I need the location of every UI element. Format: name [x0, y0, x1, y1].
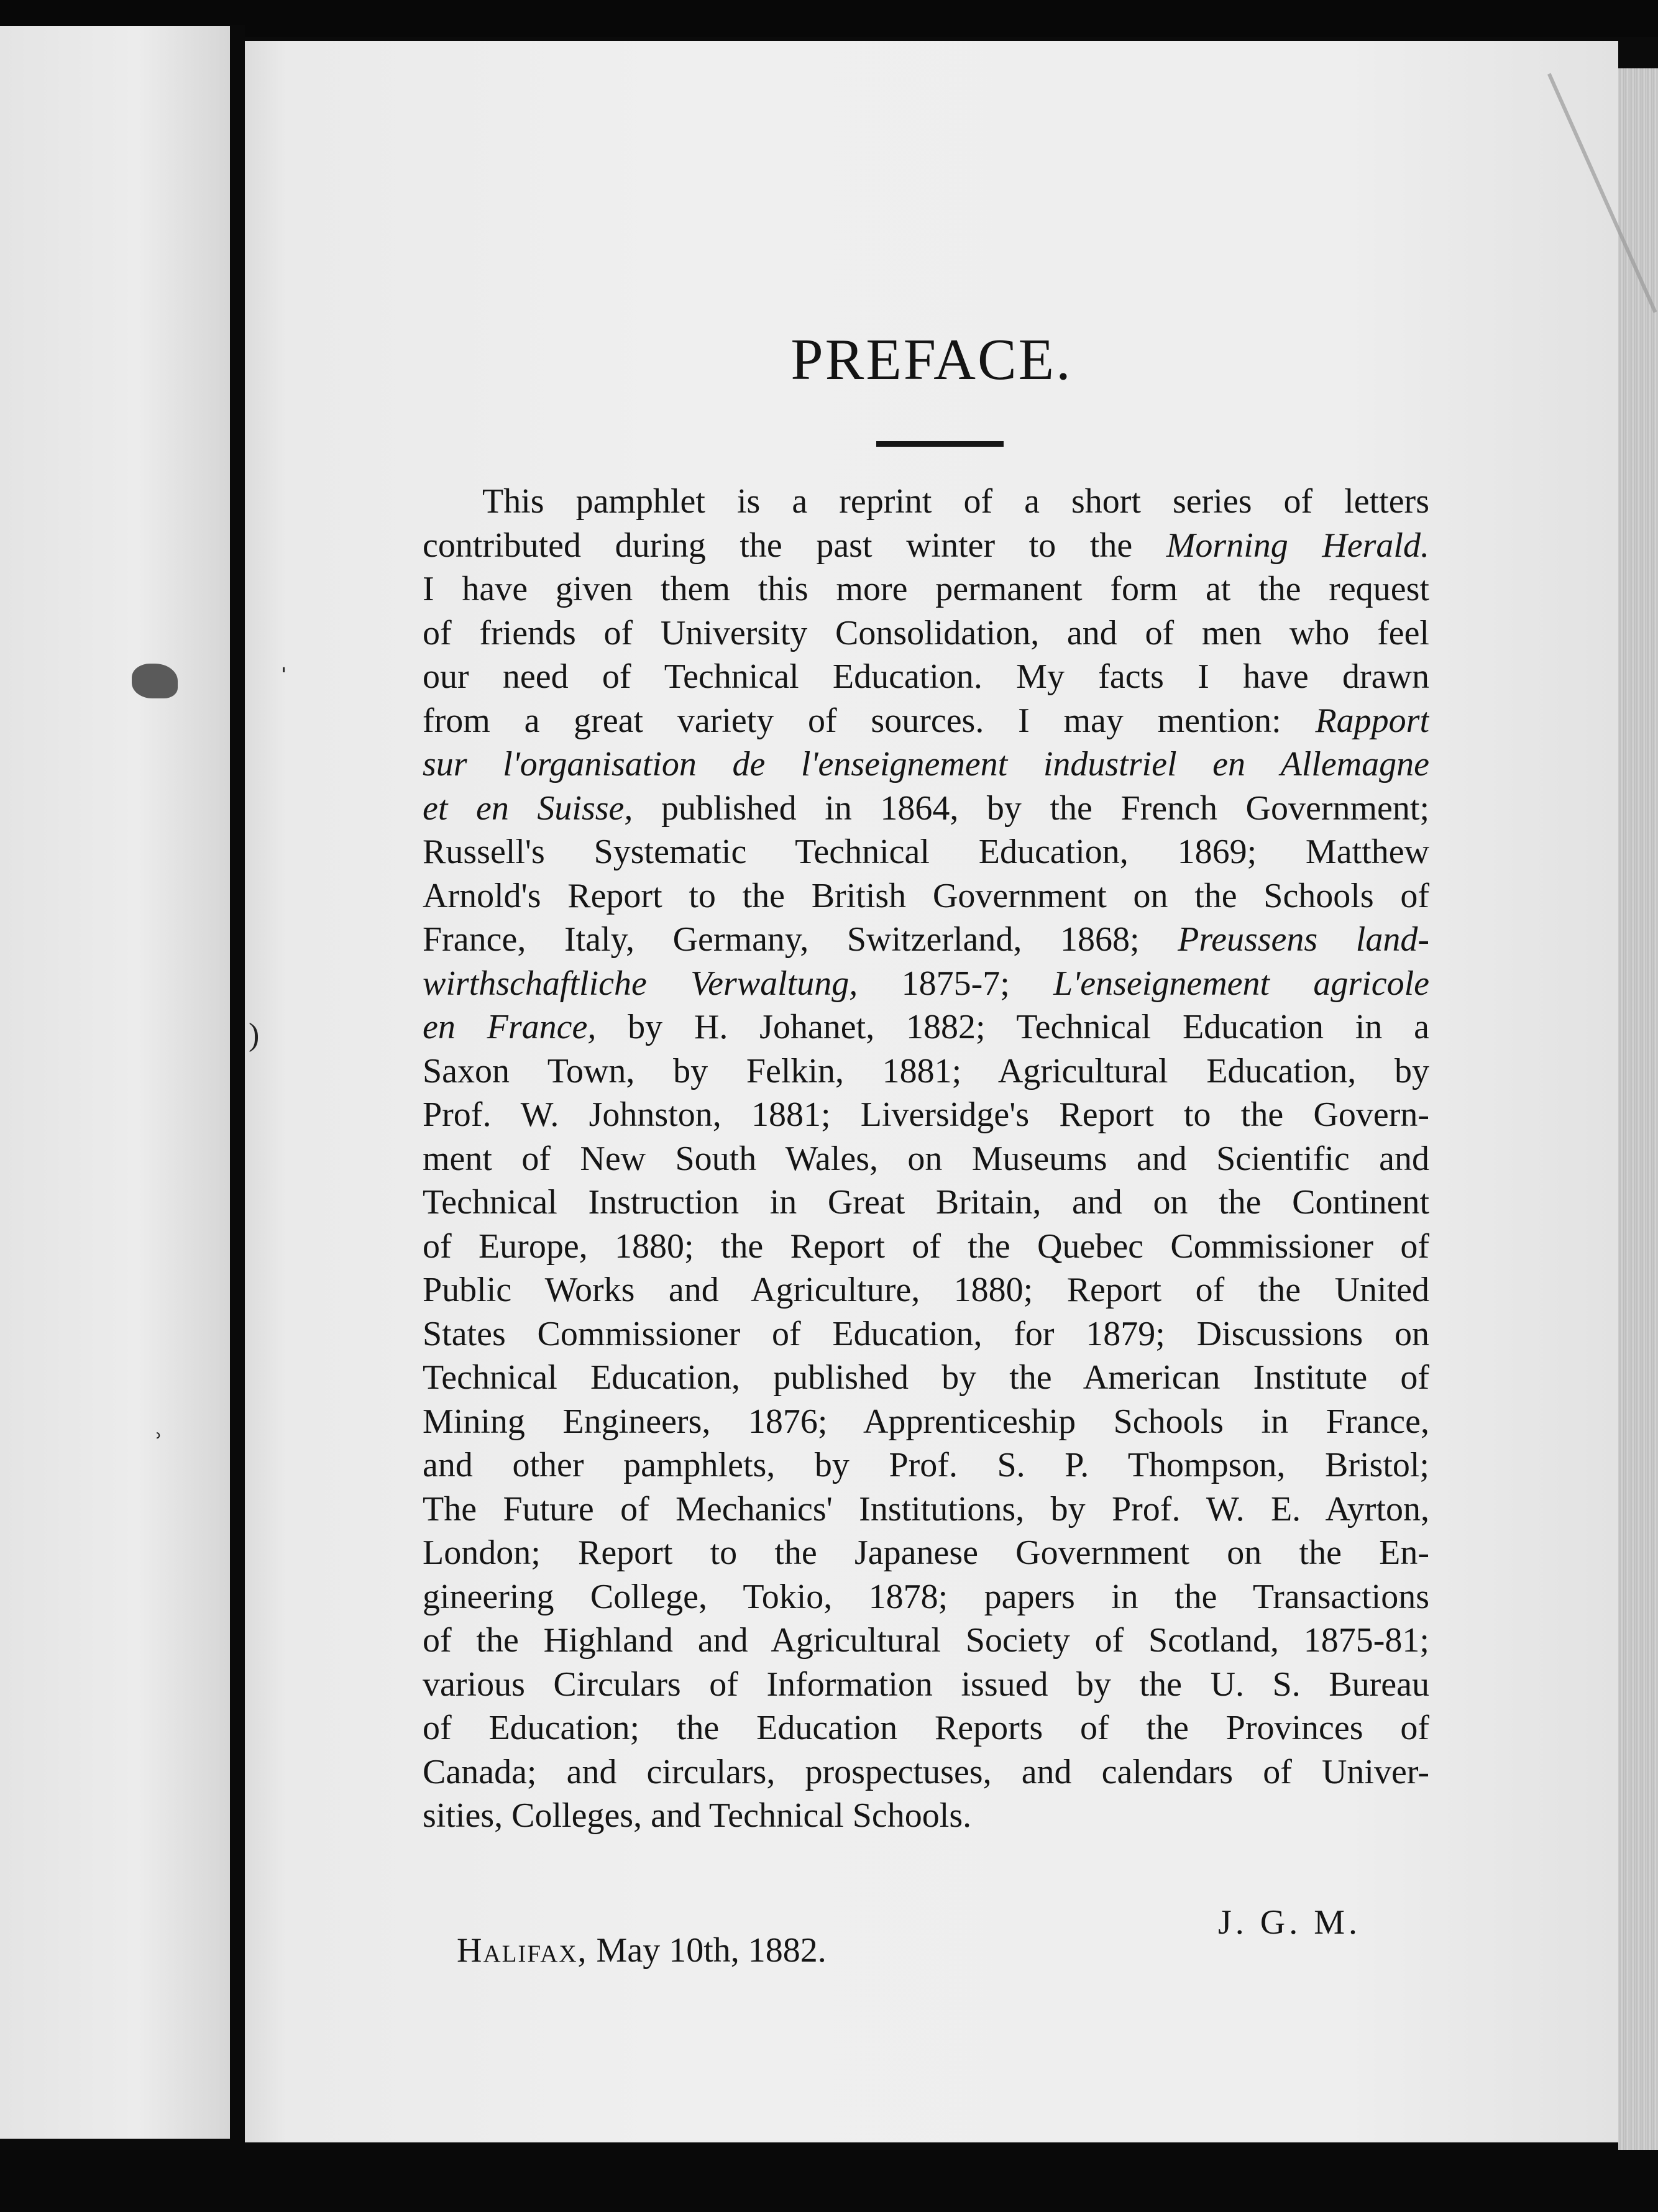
preface-text: This pamphlet is a reprint of a short series of letters	[482, 482, 1429, 521]
preface-text: our need of Technical Education. My facts I have drawn	[423, 657, 1429, 696]
preface-line	[423, 1312, 1429, 1356]
preface-text: ment of New South Wales, on Museums and Scientific and	[423, 1139, 1429, 1178]
dateline	[457, 1931, 827, 1970]
preface-line	[423, 1443, 1429, 1488]
preface-text: of friends of University Consolidation, and of men who feel	[423, 613, 1429, 652]
preface-text: and other pamphlets, by Prof. S. P. Thompson, Bristol;	[423, 1446, 1429, 1484]
margin-mark: ˈ	[278, 662, 290, 697]
preface-line	[423, 1663, 1429, 1707]
preface-text: The Future of Mechanics' Institutions, by Prof. W. E. Ayrton,	[423, 1489, 1429, 1529]
scan-bottom-border	[0, 2150, 1658, 2212]
preface-line	[423, 1750, 1429, 1794]
dateline-place: Halifax,	[457, 1931, 588, 1970]
italic-title: Morning Herald.	[1166, 526, 1429, 565]
preface-line	[423, 787, 1429, 831]
italic-title: L'enseignement agricole	[1053, 964, 1429, 1003]
preface-line	[423, 1531, 1429, 1575]
preface-text: contributed during the past winter to the	[423, 526, 1166, 565]
preface-text: Russell's Systematic Technical Education, 1869; Matthew	[423, 833, 1429, 871]
preface-line	[423, 1093, 1429, 1137]
preface-text: of the Highland and Agricultural Society of Scotland, 1875-81;	[423, 1621, 1429, 1660]
preface-line	[423, 1137, 1429, 1181]
page-edges	[1618, 68, 1658, 2169]
preface-text: gineering College, Tokio, 1878; papers in the Transactions	[423, 1577, 1429, 1616]
preface-text: Technical Instruction in Great Britain, and on the Continent	[423, 1183, 1429, 1222]
preface-line	[423, 1619, 1429, 1663]
italic-title: wirthschaftliche Verwaltung,	[423, 964, 858, 1003]
preface-text: 1875-7;	[858, 964, 1054, 1003]
preface-text: of Europe, 1880; the Report of the Quebec Commissioner of	[423, 1227, 1429, 1266]
preface-line	[423, 1181, 1429, 1225]
facing-page	[0, 26, 230, 2139]
preface-text: Mining Engineers, 1876; Apprenticeship Schools in France,	[423, 1402, 1429, 1441]
preface-text: Arnold's Report to the British Government on the Schools of	[423, 876, 1429, 915]
preface-line	[423, 524, 1429, 568]
preface-text: France, Italy, Germany, Switzerland, 1868;	[423, 920, 1178, 959]
preface-text: States Commissioner of Education, for 1879; Discussions on	[423, 1314, 1429, 1353]
preface-text: I have given them this more permanent form at the request	[423, 570, 1429, 608]
dateline-date: May 10th, 1882.	[596, 1931, 827, 1970]
preface-line	[423, 1488, 1429, 1532]
scan-top-border	[0, 0, 1658, 37]
author-initials: J. G. M.	[1218, 1903, 1362, 1942]
preface-body	[423, 480, 1429, 1838]
preface-line	[423, 480, 1429, 524]
preface-text: Technical Education, published by the American Institute of	[423, 1358, 1429, 1397]
preface-line	[423, 1794, 1429, 1838]
preface-text: various Circulars of Information issued by the U. S. Bureau	[423, 1665, 1429, 1704]
preface-line	[423, 1225, 1429, 1269]
preface-line	[423, 918, 1429, 962]
preface-line	[423, 1575, 1429, 1619]
preface-line	[423, 1049, 1429, 1094]
preface-line	[423, 611, 1429, 656]
preface-line	[423, 743, 1429, 787]
page-title: PREFACE.	[790, 327, 1073, 392]
preface-line	[423, 1268, 1429, 1312]
preface-line	[423, 1400, 1429, 1444]
preface-text: of Education; the Education Reports of the Provinces of	[423, 1709, 1429, 1747]
scan-blemish	[132, 664, 178, 698]
preface-line	[423, 655, 1429, 699]
preface-line	[423, 1356, 1429, 1400]
margin-mark: )	[249, 1017, 260, 1053]
preface-text: from a great variety of sources. I may mention:	[423, 701, 1316, 740]
preface-line	[423, 830, 1429, 874]
book-gutter	[230, 25, 245, 2175]
italic-title: et en Suisse,	[423, 788, 633, 828]
preface-text: sities, Colleges, and Technical Schools.	[423, 1796, 972, 1835]
preface-line	[423, 962, 1429, 1006]
preface-text: by H. Johanet, 1882; Technical Education in a	[596, 1008, 1429, 1046]
preface-line	[423, 699, 1429, 743]
preface-line	[423, 1706, 1429, 1750]
italic-title: en France,	[423, 1008, 597, 1046]
title-rule	[876, 441, 1004, 447]
preface-text: published in 1864, by the French Government;	[633, 788, 1429, 828]
preface-text: Public Works and Agriculture, 1880; Report of the United	[423, 1271, 1429, 1309]
margin-mark: ˒	[153, 1412, 164, 1448]
preface-line	[423, 1005, 1429, 1049]
preface-line	[423, 874, 1429, 918]
preface-line	[423, 567, 1429, 611]
italic-title: Preussens land-	[1178, 920, 1429, 959]
preface-text: Saxon Town, by Felkin, 1881; Agricultural Education, by	[423, 1051, 1429, 1090]
italic-title: sur l'organisation de l'enseignement industriel en Allemagne	[423, 745, 1429, 784]
preface-text: London; Report to the Japanese Government on the En-	[423, 1533, 1429, 1572]
preface-text: Canada; and circulars, prospectuses, and calendars of Univer-	[423, 1752, 1429, 1791]
preface-text: Prof. W. Johnston, 1881; Liversidge's Report to the Govern-	[423, 1095, 1429, 1134]
italic-title: Rapport	[1315, 701, 1429, 740]
